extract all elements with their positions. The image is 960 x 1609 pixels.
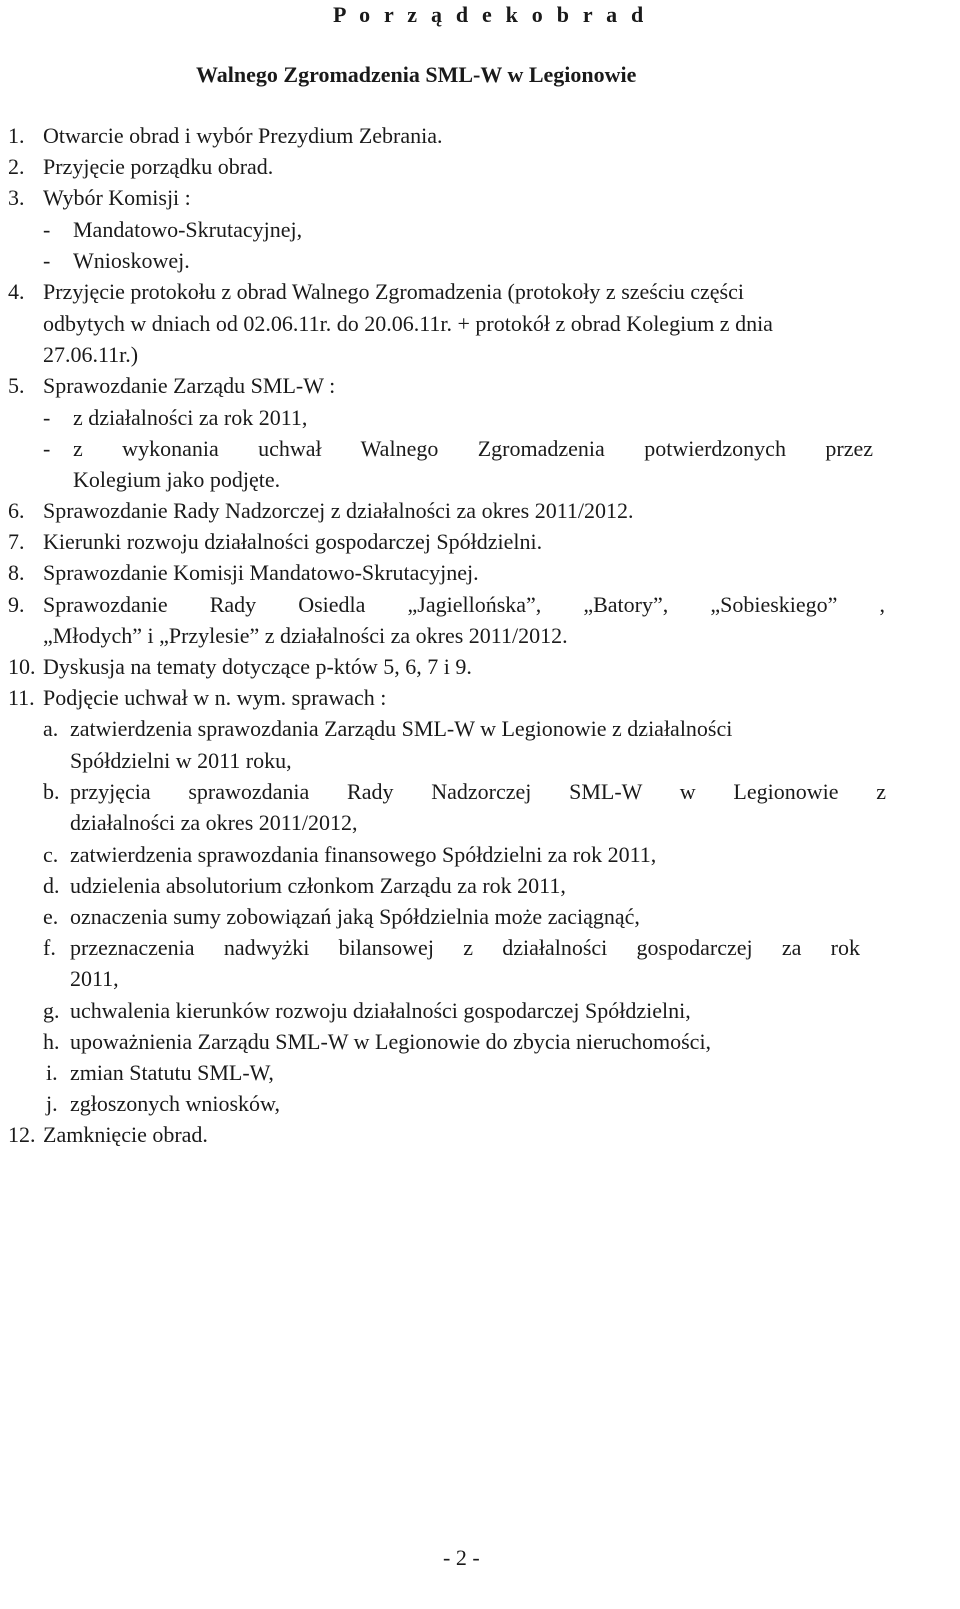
agenda-subitem-text: Kolegium jako podjęte. — [73, 467, 281, 492]
agenda-subitem-letter: j. — [46, 1091, 58, 1116]
agenda-item-number: 10. — [8, 654, 36, 679]
agenda-item-number: 6. — [8, 498, 25, 523]
agenda-item-text: „Młodych” i „Przylesie” z działalności za okres 2011/2012. — [43, 623, 568, 648]
agenda-subitem-text: Spółdzielni w 2011 roku, — [70, 748, 292, 773]
agenda-item-text: Kierunki rozwoju działalności gospodarczej Spółdzielni. — [43, 529, 543, 554]
agenda-item-number: 9. — [8, 592, 25, 617]
agenda-item-text: Zamknięcie obrad. — [43, 1122, 208, 1147]
agenda-subitem-letter: f. — [43, 935, 56, 960]
agenda-subitem-letter: b. — [43, 779, 60, 804]
agenda-item-text: Sprawozdanie Rady Nadzorczej z działalności za okres 2011/2012. — [43, 498, 634, 523]
agenda-item-number: 4. — [8, 279, 25, 304]
page-number: - 2 - — [443, 1545, 480, 1570]
agenda-subitem-dash: - — [43, 217, 51, 242]
agenda-item-text: Przyjęcie protokołu z obrad Walnego Zgromadzenia (protokoły z sześciu części — [43, 279, 744, 304]
agenda-subitem-text: upoważnienia Zarządu SML-W w Legionowie do zbycia nieruchomości, — [70, 1029, 712, 1054]
agenda-item-text: Sprawozdanie Rady Osiedla „Jagiellońska”, „Batory”, „Sobieskiego” , — [43, 592, 885, 617]
agenda-item-text: odbytych w dniach od 02.06.11r. do 20.06.11r. + protokół z obrad Kolegium z dnia — [43, 311, 773, 336]
agenda-subitem-letter: e. — [43, 904, 59, 929]
agenda-subitem-letter: i. — [46, 1060, 58, 1085]
agenda-subitem-text: zmian Statutu SML-W, — [70, 1060, 274, 1085]
agenda-subitem-text: przyjęcia sprawozdania Rady Nadzorczej SML-W w Legionowie z — [70, 779, 886, 804]
agenda-subitem-letter: a. — [43, 716, 59, 741]
agenda-subitem-letter: g. — [43, 998, 60, 1023]
agenda-subitem-text: z wykonania uchwał Walnego Zgromadzenia potwierdzonych przez — [73, 436, 873, 461]
agenda-item-text: Sprawozdanie Komisji Mandatowo-Skrutacyjnej. — [43, 560, 479, 585]
agenda-item-number: 8. — [8, 560, 25, 585]
agenda-item-text: Podjęcie uchwał w n. wym. sprawach : — [43, 685, 387, 710]
agenda-item-text: Sprawozdanie Zarządu SML-W : — [43, 373, 336, 398]
agenda-item-text: Przyjęcie porządku obrad. — [43, 154, 274, 179]
agenda-item-text: 27.06.11r.) — [43, 342, 139, 367]
agenda-subitem-text: działalności za okres 2011/2012, — [70, 810, 358, 835]
agenda-subitem-text: uchwalenia kierunków rozwoju działalności gospodarczej Spółdzielni, — [70, 998, 691, 1023]
agenda-subitem-text: zgłoszonych wniosków, — [70, 1091, 280, 1116]
agenda-subitem-text: zatwierdzenia sprawozdania Zarządu SML-W w Legionowie z działalności — [70, 716, 733, 741]
agenda-subitem-letter: h. — [43, 1029, 60, 1054]
agenda-item-number: 3. — [8, 185, 25, 210]
agenda-subitem-dash: - — [43, 248, 51, 273]
agenda-subitem-text: Wnioskowej. — [73, 248, 190, 273]
agenda-item-text: Otwarcie obrad i wybór Prezydium Zebrania. — [43, 123, 443, 148]
agenda-item-number: 11. — [8, 685, 35, 710]
agenda-item-number: 5. — [8, 373, 25, 398]
agenda-subitem-dash: - — [43, 436, 51, 461]
agenda-subitem-text: z działalności za rok 2011, — [73, 405, 308, 430]
document-subtitle: Walnego Zgromadzenia SML-W w Legionowie — [196, 62, 637, 87]
agenda-subitem-text: udzielenia absolutorium członkom Zarządu za rok 2011, — [70, 873, 566, 898]
document-title: P o r z ą d e k o b r a d — [333, 2, 648, 27]
agenda-item-text: Dyskusja na tematy dotyczące p-któw 5, 6, 7 i 9. — [43, 654, 472, 679]
agenda-subitem-letter: c. — [43, 842, 59, 867]
agenda-item-text: Wybór Komisji : — [43, 185, 191, 210]
agenda-item-number: 12. — [8, 1122, 36, 1147]
agenda-item-number: 2. — [8, 154, 25, 179]
agenda-subitem-dash: - — [43, 405, 51, 430]
agenda-subitem-text: przeznaczenia nadwyżki bilansowej z działalności gospodarczej za rok — [70, 935, 860, 960]
agenda-subitem-text: oznaczenia sumy zobowiązań jaką Spółdzielnia może zaciągnąć, — [70, 904, 640, 929]
agenda-subitem-text: 2011, — [70, 966, 119, 991]
agenda-item-number: 7. — [8, 529, 25, 554]
agenda-item-number: 1. — [8, 123, 25, 148]
agenda-subitem-text: Mandatowo-Skrutacyjnej, — [73, 217, 303, 242]
agenda-subitem-text: zatwierdzenia sprawozdania finansowego Spółdzielni za rok 2011, — [70, 842, 657, 867]
agenda-subitem-letter: d. — [43, 873, 60, 898]
